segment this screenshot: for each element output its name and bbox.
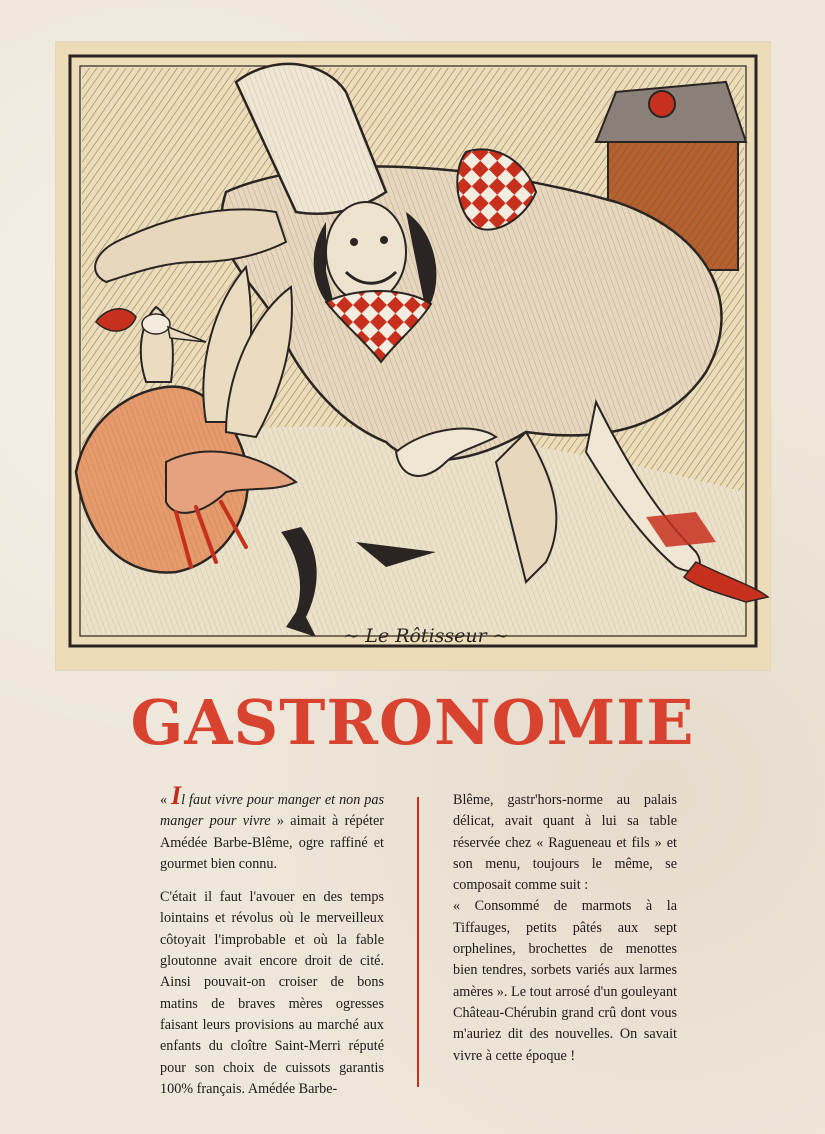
right-column — [453, 790, 677, 1067]
left-paragraph-1 — [160, 781, 385, 875]
lead-quote: l faut vivre pour manger et non pas manger pour vivre — [160, 792, 385, 830]
drop-letter: I — [171, 781, 182, 810]
right-paragraph-2: « Consommé de marmots à la Tiffauges, petits pâtés aux sept orphelines, brochettes de menottes bien tendres, sorbets variés aux larmes amères ». Le tout arrosé d'un gouleyant Château-Chérubin grand crû dont vous m'auriez dit des nouvelles. On savait vivre à cette époque ! — [453, 898, 677, 1064]
lead-rest: » aimait à répéter Amédée Barbe-Blême, ogre raffiné et gourmet bien connu. — [160, 813, 384, 872]
page-title: GASTRONOMIE — [130, 686, 695, 759]
column-divider — [417, 797, 419, 1087]
etching-illustration — [56, 42, 770, 670]
illustration-caption: ~ Le Rôtisseur ~ — [343, 625, 509, 647]
left-paragraph-2: C'était il faut l'avouer en des temps lointains et révolus où le merveilleux côtoyait l'improbable et où la fable gloutonne avait encore droit de cité. Ainsi pouvait-on croiser de bons matins de braves mères ogresses faisant leurs provisions au marché aux enfants du cloître Saint-Merri réputé pour son choix de cuissots garantis 100% français. Amédée Barbe- — [160, 889, 384, 1097]
left-column — [160, 781, 385, 1100]
right-paragraph-1: Blême, gastr'hors-norme au palais délicat, avait quant à lui sa table réservée chez « Ragueneau et fils » et son menu, toujours le même, se composait comme suit : — [453, 792, 677, 894]
open-quote: « — [160, 792, 172, 808]
illustration-drawing — [56, 42, 770, 670]
